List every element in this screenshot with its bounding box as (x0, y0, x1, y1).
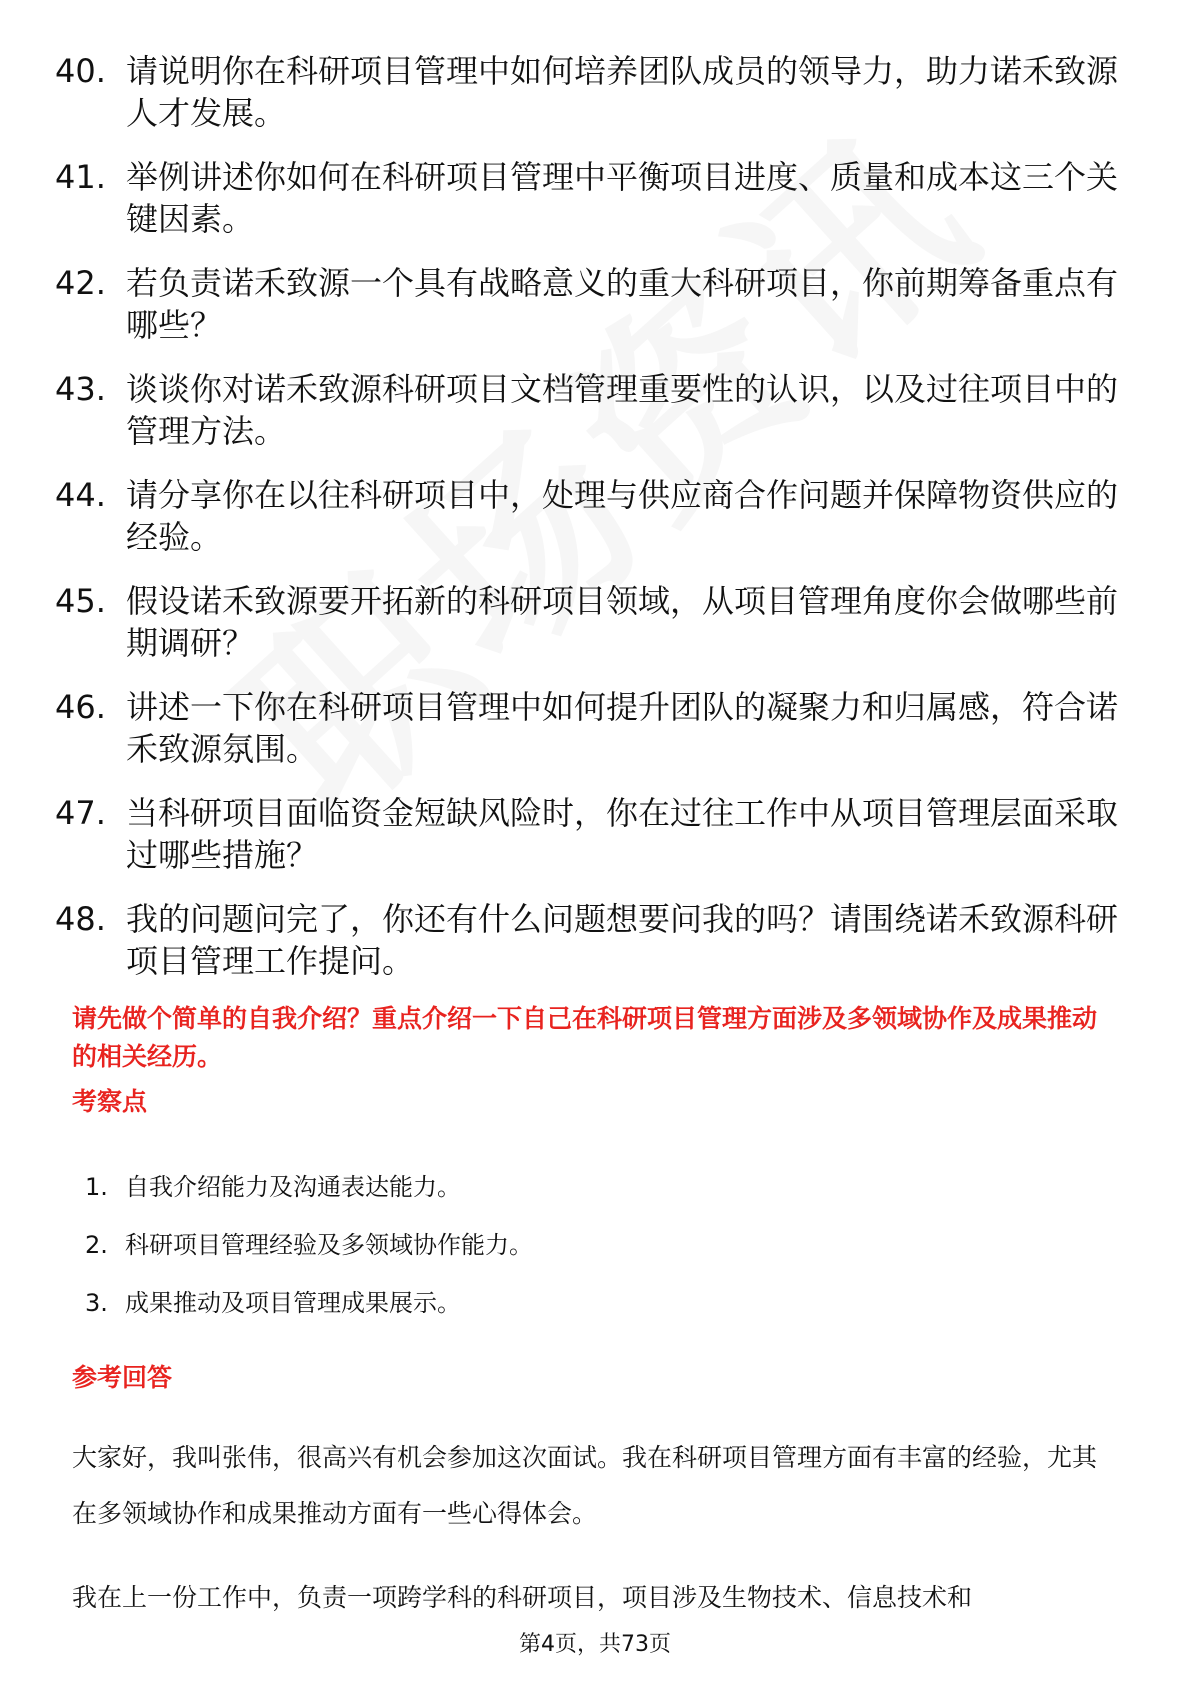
question-number: 47. (55, 794, 106, 832)
question-item (55, 686, 1120, 770)
answer-heading: 参考回答 (72, 1363, 173, 1392)
question-item (55, 580, 1120, 664)
question-item (55, 474, 1120, 558)
question-number: 45. (55, 582, 106, 620)
point-number: 1. (85, 1173, 108, 1201)
point-item (85, 1170, 1085, 1205)
question-list (55, 50, 1120, 1004)
question-number: 44. (55, 476, 106, 514)
question-text: 假设诺禾致源要开拓新的科研项目领域，从项目管理角度你会做哪些前期调研？ (126, 582, 1119, 662)
question-text: 举例讲述你如何在科研项目管理中平衡项目进度、质量和成本这三个关键因素。 (126, 158, 1119, 238)
answer-paragraph: 我在上一份工作中，负责一项跨学科的科研项目，项目涉及生物技术、信息技术和 (72, 1583, 973, 1612)
question-number: 46. (55, 688, 106, 726)
question-number: 48. (55, 900, 106, 938)
question-text: 若负责诺禾致源一个具有战略意义的重大科研项目，你前期筹备重点有哪些？ (126, 264, 1119, 344)
page-footer: 第4页，共73页 (519, 1632, 671, 1657)
question-item (55, 368, 1120, 452)
question-text: 请分享你在以往科研项目中，处理与供应商合作问题并保障物资供应的经验。 (126, 476, 1119, 556)
question-number: 42. (55, 264, 106, 302)
point-number: 3. (85, 1289, 108, 1317)
question-item (55, 898, 1120, 982)
point-text: 自我介绍能力及沟通表达能力。 (125, 1173, 461, 1201)
question-text: 我的问题问完了，你还有什么问题想要问我的吗？请围绕诺禾致源科研项目管理工作提问。 (126, 900, 1119, 980)
point-item (85, 1228, 1085, 1263)
question-text: 当科研项目面临资金短缺风险时，你在过往工作中从项目管理层面采取过哪些措施？ (126, 794, 1119, 874)
point-text: 成果推动及项目管理成果展示。 (125, 1289, 461, 1317)
question-item (55, 792, 1120, 876)
answer-paragraph: 大家好，我叫张伟，很高兴有机会参加这次面试。我在科研项目管理方面有丰富的经验，尤其在多领域协作和成果推动方面有一些心得体会。 (72, 1443, 1098, 1528)
question-number: 41. (55, 158, 106, 196)
question-item (55, 262, 1120, 346)
question-number: 43. (55, 370, 106, 408)
point-number: 2. (85, 1231, 108, 1259)
question-text: 谈谈你对诺禾致源科研项目文档管理重要性的认识，以及过往项目中的管理方法。 (126, 370, 1119, 450)
question-text: 请说明你在科研项目管理中如何培养团队成员的领导力，助力诺禾致源人才发展。 (126, 52, 1119, 132)
main-question: 请先做个简单的自我介绍？重点介绍一下自己在科研项目管理方面涉及多领域协作及成果推动的相关经历。 (72, 1004, 1098, 1071)
point-item (85, 1286, 1085, 1321)
question-item (55, 156, 1120, 240)
points-heading: 考察点 (72, 1087, 148, 1116)
point-text: 科研项目管理经验及多领域协作能力。 (125, 1231, 533, 1259)
question-item (55, 50, 1120, 134)
points-list (85, 1170, 1085, 1344)
question-text: 讲述一下你在科研项目管理中如何提升团队的凝聚力和归属感，符合诺禾致源氛围。 (126, 688, 1119, 768)
question-number: 40. (55, 52, 106, 90)
